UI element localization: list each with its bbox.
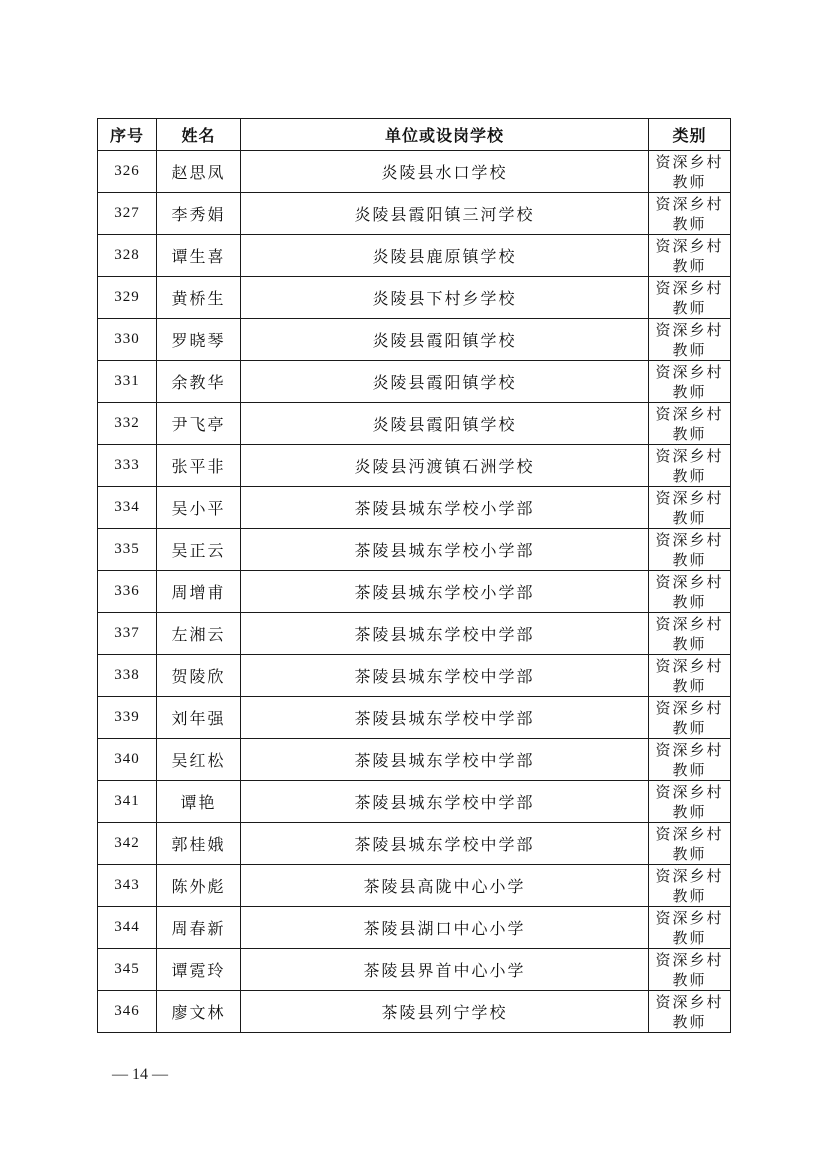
row-school: 茶陵县城东学校中学部 bbox=[241, 655, 649, 697]
row-name: 左湘云 bbox=[157, 613, 241, 655]
table-row bbox=[98, 697, 731, 739]
row-category: 资深乡村教师 bbox=[649, 529, 731, 571]
row-name: 赵思凤 bbox=[157, 151, 241, 193]
row-index: 331 bbox=[98, 361, 157, 403]
row-index: 336 bbox=[98, 571, 157, 613]
row-index: 334 bbox=[98, 487, 157, 529]
row-name: 李秀娟 bbox=[157, 193, 241, 235]
row-index: 342 bbox=[98, 823, 157, 865]
row-school: 茶陵县城东学校小学部 bbox=[241, 529, 649, 571]
row-name: 黄桥生 bbox=[157, 277, 241, 319]
row-category: 资深乡村教师 bbox=[649, 487, 731, 529]
row-school: 茶陵县城东学校中学部 bbox=[241, 613, 649, 655]
row-school: 炎陵县水口学校 bbox=[241, 151, 649, 193]
row-index: 332 bbox=[98, 403, 157, 445]
row-index: 330 bbox=[98, 319, 157, 361]
row-category: 资深乡村教师 bbox=[649, 235, 731, 277]
table-row bbox=[98, 613, 731, 655]
table-row bbox=[98, 991, 731, 1033]
table-row bbox=[98, 445, 731, 487]
row-name: 陈外彪 bbox=[157, 865, 241, 907]
row-school: 炎陵县霞阳镇学校 bbox=[241, 361, 649, 403]
row-school: 炎陵县霞阳镇学校 bbox=[241, 319, 649, 361]
row-name: 贺陵欣 bbox=[157, 655, 241, 697]
table-row bbox=[98, 151, 731, 193]
header-index: 序号 bbox=[98, 119, 157, 151]
row-school: 茶陵县城东学校小学部 bbox=[241, 487, 649, 529]
row-category: 资深乡村教师 bbox=[649, 193, 731, 235]
row-category: 资深乡村教师 bbox=[649, 571, 731, 613]
row-index: 343 bbox=[98, 865, 157, 907]
row-name: 吴红松 bbox=[157, 739, 241, 781]
row-name: 廖文林 bbox=[157, 991, 241, 1033]
row-name: 谭霓玲 bbox=[157, 949, 241, 991]
table-row bbox=[98, 655, 731, 697]
row-category: 资深乡村教师 bbox=[649, 403, 731, 445]
table-row bbox=[98, 907, 731, 949]
row-index: 335 bbox=[98, 529, 157, 571]
row-name: 尹飞亭 bbox=[157, 403, 241, 445]
row-school: 炎陵县鹿原镇学校 bbox=[241, 235, 649, 277]
row-category: 资深乡村教师 bbox=[649, 361, 731, 403]
table-header-row bbox=[98, 119, 731, 151]
row-school: 茶陵县高陇中心小学 bbox=[241, 865, 649, 907]
row-category: 资深乡村教师 bbox=[649, 151, 731, 193]
row-name: 吴正云 bbox=[157, 529, 241, 571]
row-index: 329 bbox=[98, 277, 157, 319]
table-row bbox=[98, 571, 731, 613]
row-category: 资深乡村教师 bbox=[649, 613, 731, 655]
table-row bbox=[98, 487, 731, 529]
table-row bbox=[98, 949, 731, 991]
row-category: 资深乡村教师 bbox=[649, 697, 731, 739]
row-index: 340 bbox=[98, 739, 157, 781]
table-body bbox=[98, 151, 731, 1033]
row-name: 罗晓琴 bbox=[157, 319, 241, 361]
table-row bbox=[98, 193, 731, 235]
row-name: 张平非 bbox=[157, 445, 241, 487]
row-school: 茶陵县湖口中心小学 bbox=[241, 907, 649, 949]
row-school: 茶陵县城东学校中学部 bbox=[241, 823, 649, 865]
row-index: 326 bbox=[98, 151, 157, 193]
row-name: 郭桂娥 bbox=[157, 823, 241, 865]
row-category: 资深乡村教师 bbox=[649, 319, 731, 361]
table-row bbox=[98, 739, 731, 781]
table-row bbox=[98, 277, 731, 319]
row-category: 资深乡村教师 bbox=[649, 949, 731, 991]
table-row bbox=[98, 823, 731, 865]
row-category: 资深乡村教师 bbox=[649, 991, 731, 1033]
row-index: 333 bbox=[98, 445, 157, 487]
table-row bbox=[98, 319, 731, 361]
row-name: 吴小平 bbox=[157, 487, 241, 529]
row-school: 茶陵县列宁学校 bbox=[241, 991, 649, 1033]
row-school: 炎陵县霞阳镇学校 bbox=[241, 403, 649, 445]
header-name: 姓名 bbox=[157, 119, 241, 151]
row-school: 茶陵县城东学校中学部 bbox=[241, 781, 649, 823]
table-row bbox=[98, 781, 731, 823]
row-index: 338 bbox=[98, 655, 157, 697]
row-index: 328 bbox=[98, 235, 157, 277]
row-school: 炎陵县沔渡镇石洲学校 bbox=[241, 445, 649, 487]
row-index: 337 bbox=[98, 613, 157, 655]
row-name: 周增甫 bbox=[157, 571, 241, 613]
row-category: 资深乡村教师 bbox=[649, 277, 731, 319]
row-index: 341 bbox=[98, 781, 157, 823]
row-category: 资深乡村教师 bbox=[649, 823, 731, 865]
row-index: 346 bbox=[98, 991, 157, 1033]
row-school: 炎陵县下村乡学校 bbox=[241, 277, 649, 319]
table-row bbox=[98, 865, 731, 907]
row-name: 周春新 bbox=[157, 907, 241, 949]
row-index: 344 bbox=[98, 907, 157, 949]
roster-table bbox=[97, 118, 731, 1033]
row-name: 谭艳 bbox=[157, 781, 241, 823]
row-index: 327 bbox=[98, 193, 157, 235]
row-category: 资深乡村教师 bbox=[649, 445, 731, 487]
row-school: 茶陵县城东学校中学部 bbox=[241, 739, 649, 781]
row-school: 炎陵县霞阳镇三河学校 bbox=[241, 193, 649, 235]
row-school: 茶陵县界首中心小学 bbox=[241, 949, 649, 991]
header-category: 类别 bbox=[649, 119, 731, 151]
row-category: 资深乡村教师 bbox=[649, 655, 731, 697]
header-school: 单位或设岗学校 bbox=[241, 119, 649, 151]
row-name: 余教华 bbox=[157, 361, 241, 403]
row-category: 资深乡村教师 bbox=[649, 781, 731, 823]
row-index: 345 bbox=[98, 949, 157, 991]
table-row bbox=[98, 403, 731, 445]
row-school: 茶陵县城东学校小学部 bbox=[241, 571, 649, 613]
table-row bbox=[98, 361, 731, 403]
row-category: 资深乡村教师 bbox=[649, 865, 731, 907]
row-name: 谭生喜 bbox=[157, 235, 241, 277]
page-number: — 14 — bbox=[112, 1066, 168, 1083]
row-index: 339 bbox=[98, 697, 157, 739]
row-category: 资深乡村教师 bbox=[649, 739, 731, 781]
row-category: 资深乡村教师 bbox=[649, 907, 731, 949]
table-row bbox=[98, 529, 731, 571]
table-row bbox=[98, 235, 731, 277]
row-school: 茶陵县城东学校中学部 bbox=[241, 697, 649, 739]
row-name: 刘年强 bbox=[157, 697, 241, 739]
